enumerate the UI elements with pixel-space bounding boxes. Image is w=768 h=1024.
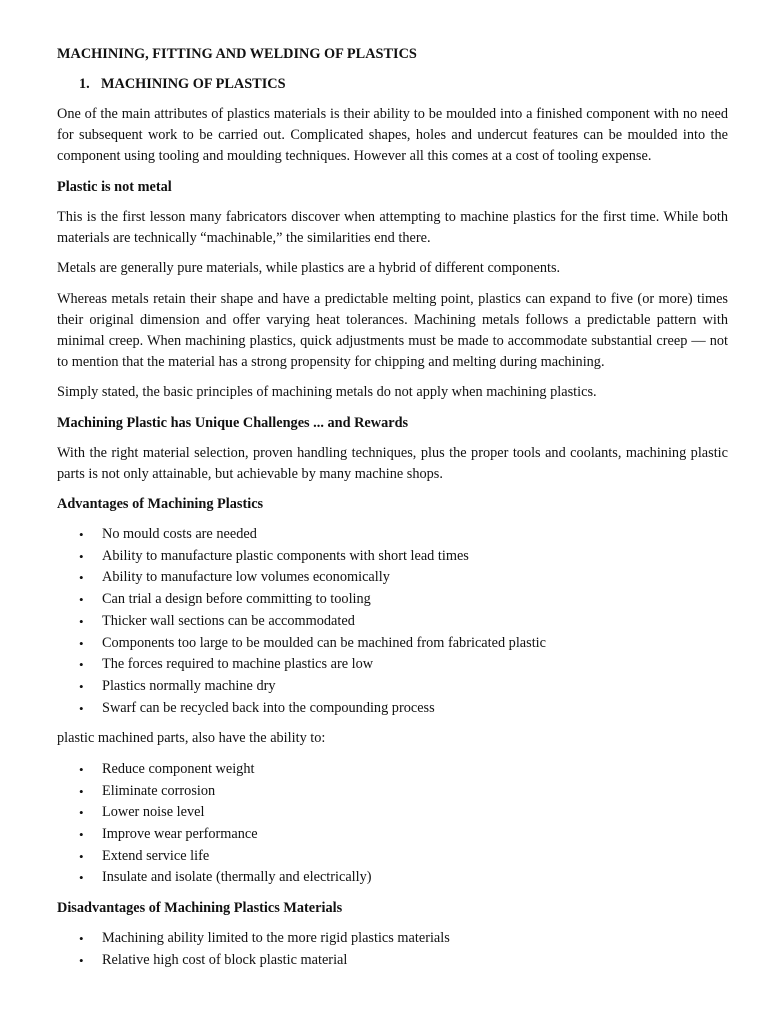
paragraph-also-ability: plastic machined parts, also have the ability to: (57, 730, 326, 747)
list-item: • Plastics normally machine dry (57, 676, 728, 698)
heading-advantages: Advantages of Machining Plastics (57, 496, 264, 512)
list-item: • Improve wear performance (57, 824, 728, 846)
section-heading-text: MACHINING OF PLASTICS (101, 76, 286, 92)
paragraph-right-material: With the right material selection, proven handling techniques, plus the proper tools and coolants, machining plastic parts is not only attainable, but achievable by many machine shops. (57, 444, 728, 482)
bullet-icon: • (79, 952, 84, 968)
list-item: • Lower noise level (57, 802, 728, 824)
bullet-icon: • (79, 700, 84, 716)
list-item: • Components too large to be moulded can be machined from fabricated plastic (57, 633, 728, 655)
section-number: 1. (79, 76, 90, 92)
heading-unique-challenges: Machining Plastic has Unique Challenges ... and Rewards (57, 414, 409, 431)
also-ability-list (57, 759, 728, 889)
heading-plastic-not-metal: Plastic is not metal (57, 178, 172, 195)
document-body (57, 44, 728, 980)
list-item: • Extend service life (57, 846, 728, 868)
bullet-icon: • (79, 548, 84, 564)
bullet-icon: • (79, 783, 84, 799)
list-item: • Reduce component weight (57, 759, 728, 781)
bullet-icon: • (79, 848, 84, 864)
list-item: • Ability to manufacture plastic components with short lead times (57, 546, 728, 568)
bullet-icon: • (79, 592, 84, 608)
paragraph-pure-materials: Metals are generally pure materials, while plastics are a hybrid of different components. (57, 260, 561, 276)
advantages-list (57, 524, 728, 719)
bullet-icon: • (79, 826, 84, 842)
paragraph-shape-melting: Whereas metals retain their shape and have a predictable melting point, plastics can expand to five (or more) times their original dimension and offer varying heat tolerances. Machining metals follows a predictable pattern with minimal creep. When machining plastics, quick adjustments must be made to accommodate substantial creep — not to mention that the material has a strong propensity for chipping and melting during machining. (57, 290, 728, 370)
list-item: • Can trial a design before committing to tooling (57, 589, 728, 611)
bullet-icon: • (79, 570, 84, 586)
bullet-icon: • (79, 657, 84, 673)
list-item: • Eliminate corrosion (57, 781, 728, 803)
section-heading-machining (57, 74, 728, 95)
document-title: MACHINING, FITTING AND WELDING OF PLASTICS (57, 46, 417, 62)
bullet-icon: • (79, 635, 84, 651)
bullet-icon: • (79, 527, 84, 542)
paragraph-simply-stated: Simply stated, the basic principles of machining metals do not apply when machining plastics. (57, 384, 597, 400)
list-item: • Thicker wall sections can be accommodated (57, 611, 728, 633)
bullet-icon: • (79, 870, 84, 886)
list-item: • Insulate and isolate (thermally and electrically) (57, 867, 728, 889)
list-item: • Ability to manufacture low volumes economically (57, 567, 728, 589)
bullet-icon: • (79, 678, 84, 694)
bullet-icon: • (79, 761, 84, 777)
bullet-icon: • (79, 613, 84, 629)
disadvantages-list (57, 928, 728, 971)
heading-disadvantages: Disadvantages of Machining Plastics Materials (57, 900, 343, 917)
bullet-icon: • (79, 931, 84, 947)
bullet-icon: • (79, 805, 84, 821)
list-item: • No mould costs are needed (57, 524, 728, 546)
paragraph-first-lesson: This is the first lesson many fabricators discover when attempting to machine plastics for the first time. While both materials are technically “machinable,” the similarities end there. (57, 208, 728, 246)
list-item: • Swarf can be recycled back into the compounding process (57, 698, 728, 720)
list-item: • Relative high cost of block plastic material (57, 950, 728, 972)
intro-paragraph: One of the main attributes of plastics materials is their ability to be moulded into a finished component with no need for subsequent work to be carried out. Complicated shapes, holes and undercut features can be moulded into the component using tooling and moulding techniques. However all this comes at a cost of tooling expense. (57, 106, 728, 164)
list-item: • Machining ability limited to the more rigid plastics materials (57, 928, 728, 950)
list-item: • The forces required to machine plastics are low (57, 654, 728, 676)
